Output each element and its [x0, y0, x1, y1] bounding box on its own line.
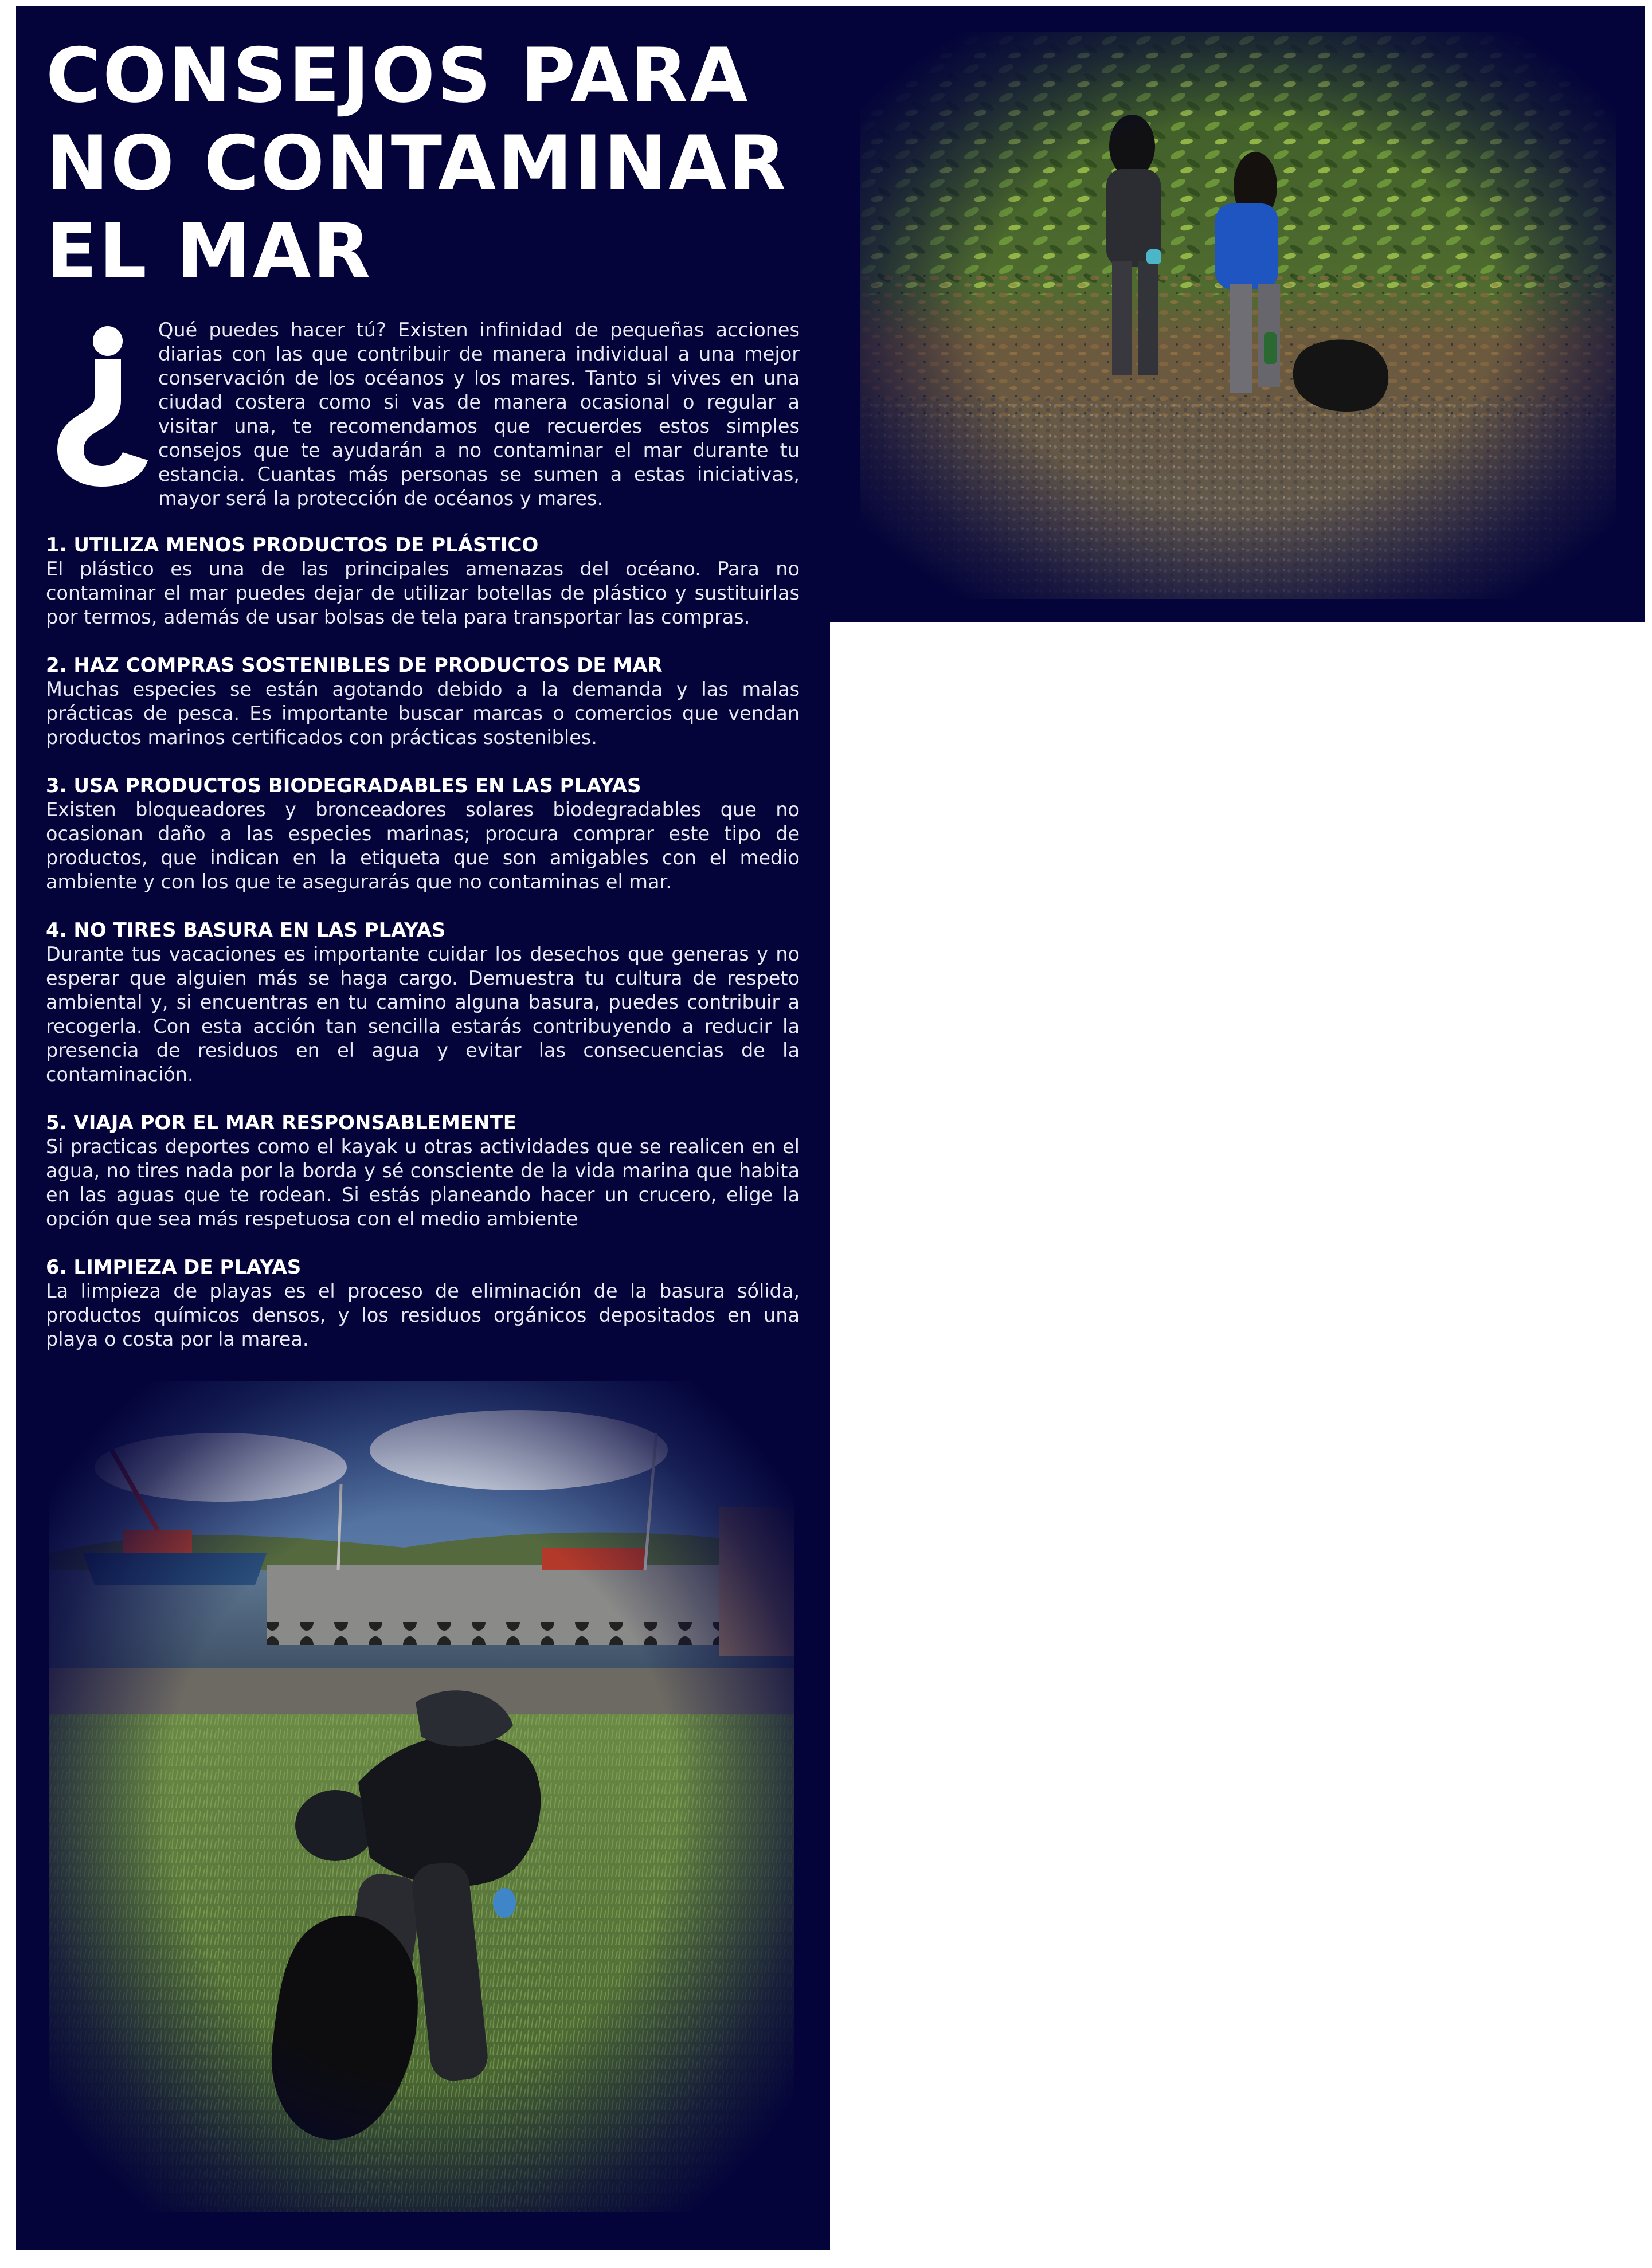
tip-body: El plástico es una de las principales amenazas del océano. Para no contaminar el mar puedes dejar de utilizar botellas de plástico y sustituirlas por termos, además de usar bolsas de tela para transportar las compras. — [46, 558, 800, 628]
tips-list — [46, 533, 800, 1376]
tip-body: Muchas especies se están agotando debido a la demanda y las malas prácticas de pesca. Es importante buscar marcas o comercios que vendan productos marinos certificados con prácticas sostenibles. — [46, 678, 800, 749]
intro-text: Qué puedes hacer tú? Existen infinidad de pequeñas acciones diarias con las que contribuir de manera individual a una mejor conservación de los océanos y los mares. Tanto si vives en una ciudad costera como si vas de manera ocasional o regular a visitar una, te recomendamos que recuerdes estos simples consejos que te ayudarán a no contaminar el mar durante tu estancia. Cuantas más personas se sumen a estas iniciativas, mayor será la protección de océanos y mares. — [158, 319, 800, 510]
tip-heading: 2. HAZ COMPRAS SOSTENIBLES DE PRODUCTOS DE MAR — [46, 654, 663, 677]
tip-section — [46, 1255, 800, 1352]
photo-harbor-cleanup — [49, 1381, 794, 2212]
inverted-question-mark-icon — [46, 322, 155, 488]
tip-heading: 6. LIMPIEZA DE PLAYAS — [46, 1256, 302, 1279]
tip-heading: 1. UTILIZA MENOS PRODUCTOS DE PLÁSTICO — [46, 534, 539, 557]
dropcap-question-mark — [46, 322, 155, 488]
page-title: CONSEJOS PARA NO CONTAMINAR EL MAR — [46, 32, 788, 295]
tip-section — [46, 1111, 800, 1231]
tip-heading: 3. USA PRODUCTOS BIODEGRADABLES EN LAS PLAYAS — [46, 774, 641, 797]
tip-body: Si practicas deportes como el kayak u otras actividades que se realicen en el agua, no tires nada por la borda y sé consciente de la vida marina que habita en las aguas que te rodean. Si estás planeando hacer un crucero, elige la opción que sea más respetuosa con el medio ambiente — [46, 1135, 800, 1230]
tip-section — [46, 653, 800, 750]
tip-section — [46, 918, 800, 1087]
photo-forest-cleanup — [860, 32, 1616, 599]
tip-section — [46, 533, 800, 629]
tip-section — [46, 774, 800, 894]
intro-paragraph — [46, 318, 800, 511]
tip-heading: 4. NO TIRES BASURA EN LAS PLAYAS — [46, 919, 446, 942]
tip-body: La limpieza de playas es el proceso de eliminación de la basura sólida, productos químicos densos, y los residuos orgánicos depositados en una playa o costa por la marea. — [46, 1280, 800, 1350]
tip-heading: 5. VIAJA POR EL MAR RESPONSABLEMENTE — [46, 1111, 516, 1134]
tip-body: Existen bloqueadores y bronceadores solares biodegradables que no ocasionan daño a las especies marinas; procura comprar este tipo de productos, que indican en la etiqueta que son amigables con el medio ambiente y con los que te asegurarás que no contaminas el mar. — [46, 798, 800, 893]
tip-body: Durante tus vacaciones es importante cuidar los desechos que generas y no esperar que alguien más se haga cargo. Demuestra tu cultura de respeto ambiental y, si encuentras en tu camino alguna basura, puedes contribuir a recogerla. Con esta acción tan sencilla estarás contribuyendo a reducir la presencia de residuos en el agua y evitar las consecuencias de la contaminación. — [46, 943, 800, 1086]
